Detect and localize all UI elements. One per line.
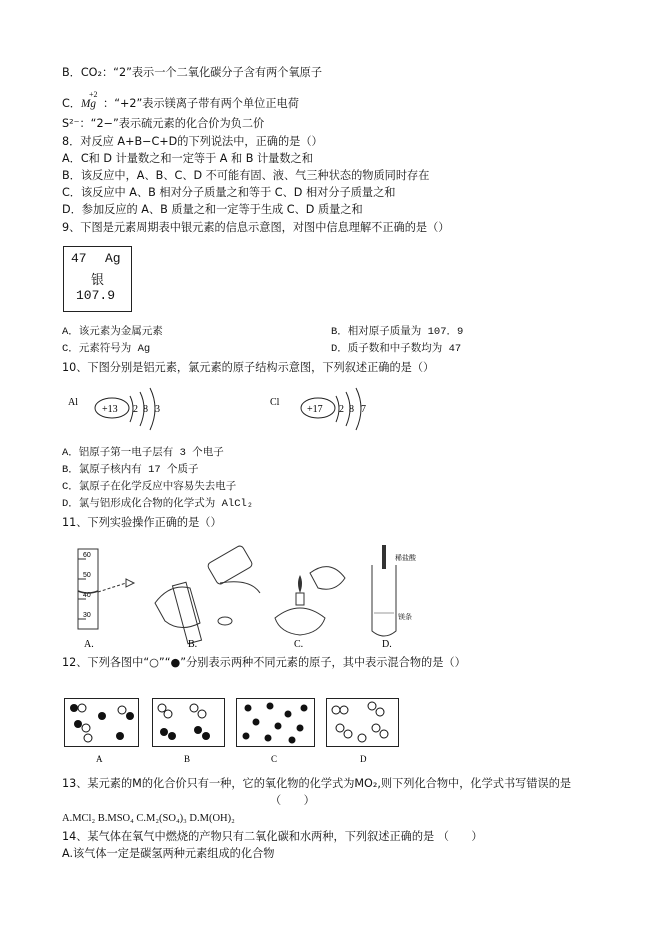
- svg-text:60: 60: [83, 552, 91, 559]
- tube-label-acid: 稀盐酸: [395, 554, 416, 562]
- box-d-label: D: [360, 754, 367, 764]
- question-13: 13、某元素的M的化合价只有一种，它的氧化物的化学式为MO₂,则下列化合物中，化学式书写错误的是: [62, 777, 572, 790]
- q8-option-a: A．C和 D 计量数之和一定等于 A 和 B 计量数之和: [62, 152, 313, 165]
- option-c-prefix: C．: [62, 97, 81, 110]
- question-10: 10、下图分别是铝元素，氯元素的原子结构示意图，下列叙述正确的是（）: [62, 361, 435, 374]
- box-c-label: C: [271, 754, 278, 764]
- figure-b-label: B.: [188, 639, 198, 650]
- q9-option-d: D．质子数和中子数均为 47: [331, 343, 462, 355]
- option-c-mg: [62, 90, 299, 112]
- q10-option-a: A．铝原子第一电子层有 3 个电子: [62, 447, 224, 459]
- atom-structure-diagrams: [62, 384, 392, 444]
- al-shell-3-count: 3: [155, 404, 160, 415]
- q12-particle-boxes: [64, 698, 404, 766]
- aluminum-atom-diagram: [68, 388, 160, 430]
- question-9: 9、下图是元素周期表中银元素的信息示意图，对图中信息理解不正确的是（）: [62, 221, 450, 234]
- option-d-s: S²⁻：“2−”表示硫元素的化合价为负二价: [62, 117, 265, 130]
- al-shell-1-count: 2: [133, 404, 138, 415]
- svg-text:50: 50: [83, 572, 91, 579]
- cl-shell-3-count: 7: [361, 404, 366, 415]
- q10-option-b: B．氯原子核内有 17 个质子: [62, 464, 199, 476]
- figure-c-alcohol-lamp: [275, 567, 345, 650]
- element-name: 银: [91, 273, 105, 288]
- svg-text:40: 40: [83, 592, 91, 599]
- cl-shell-2-count: 8: [349, 404, 354, 415]
- figure-d-label: D.: [382, 639, 392, 650]
- element-card-silver: [63, 246, 132, 312]
- box-a-label: A: [96, 754, 103, 764]
- al-shell-2-count: 8: [143, 404, 148, 415]
- figure-a-label: A.: [84, 639, 94, 650]
- q13-answer-blank: （ ）: [270, 794, 315, 807]
- option-c-text: ：“+2”表示镁离子带有两个单位正电荷: [103, 97, 299, 110]
- figure-b-pouring: [155, 545, 260, 650]
- al-nucleus-charge: +13: [102, 404, 118, 415]
- q10-option-d: D．氯与铝形成化合物的化学式为 AlCl₂: [62, 498, 254, 510]
- question-11: 11、下列实验操作正确的是（）: [62, 516, 222, 529]
- figure-c-label: C.: [294, 639, 304, 650]
- cl-shell-1-count: 2: [339, 404, 344, 415]
- mg-charge: +2: [89, 90, 98, 99]
- q13-options: A.MCl₂ B.MSO₄ C.M₂(SO₄)₃ D.M(OH)₂: [62, 813, 235, 824]
- box-b-label: B: [184, 754, 191, 764]
- box-d: [327, 699, 399, 765]
- mg-symbol: Mg: [81, 98, 96, 110]
- question-12: 12、下列各图中“○”“●”分别表示两种不同元素的原子，其中表示混合物的是（）: [62, 656, 466, 669]
- atomic-mass: 107.9: [76, 288, 116, 303]
- figure-a-graduated-cylinder: [78, 549, 134, 650]
- option-b-co2: B．CO₂：“2”表示一个二氧化碳分子含有两个氧原子: [62, 66, 323, 79]
- q9-option-a: A．该元素为金属元素: [62, 326, 163, 338]
- cl-nucleus-charge: +17: [307, 404, 323, 415]
- figure-d-test-tube: [372, 545, 396, 650]
- tube-label-magnesium: 镁条: [398, 613, 412, 621]
- box-b: [153, 699, 225, 765]
- q8-option-c: C．该反应中 A、B 相对分子质量之和等于 C、D 相对分子质量之和: [62, 186, 396, 199]
- svg-text:30: 30: [83, 612, 91, 619]
- chlorine-atom-diagram: [270, 388, 366, 430]
- question-8: 8．对反应 A+B−C+D的下列说法中，正确的是（）: [62, 135, 323, 148]
- q10-option-c: C．氯原子在化学反应中容易失去电子: [62, 481, 237, 493]
- element-symbol: Ag: [105, 251, 121, 266]
- question-14: 14、某气体在氧气中燃烧的产物只有二氧化碳和水两种，下列叙述正确的是 （ ）: [62, 830, 483, 843]
- q14-option-a: A.该气体一定是碳氢两种元素组成的化合物: [62, 847, 275, 860]
- q11-experiment-figures: [60, 543, 420, 653]
- q8-option-d: D．参加反应的 A、B 质量之和一定等于生成 C、D 质量之和: [62, 203, 363, 216]
- box-c: [237, 699, 315, 765]
- atomic-number: 47: [71, 251, 87, 266]
- q9-option-c: C．元素符号为 Ag: [62, 343, 151, 355]
- cl-symbol: Cl: [270, 397, 280, 408]
- al-symbol: Al: [68, 397, 78, 408]
- q9-option-b: B．相对原子质量为 107．9: [331, 326, 464, 338]
- q8-option-b: B．该反应中，A、B、C、D 不可能有固、液、气三种状态的物质同时存在: [62, 169, 430, 182]
- box-a: [65, 699, 139, 765]
